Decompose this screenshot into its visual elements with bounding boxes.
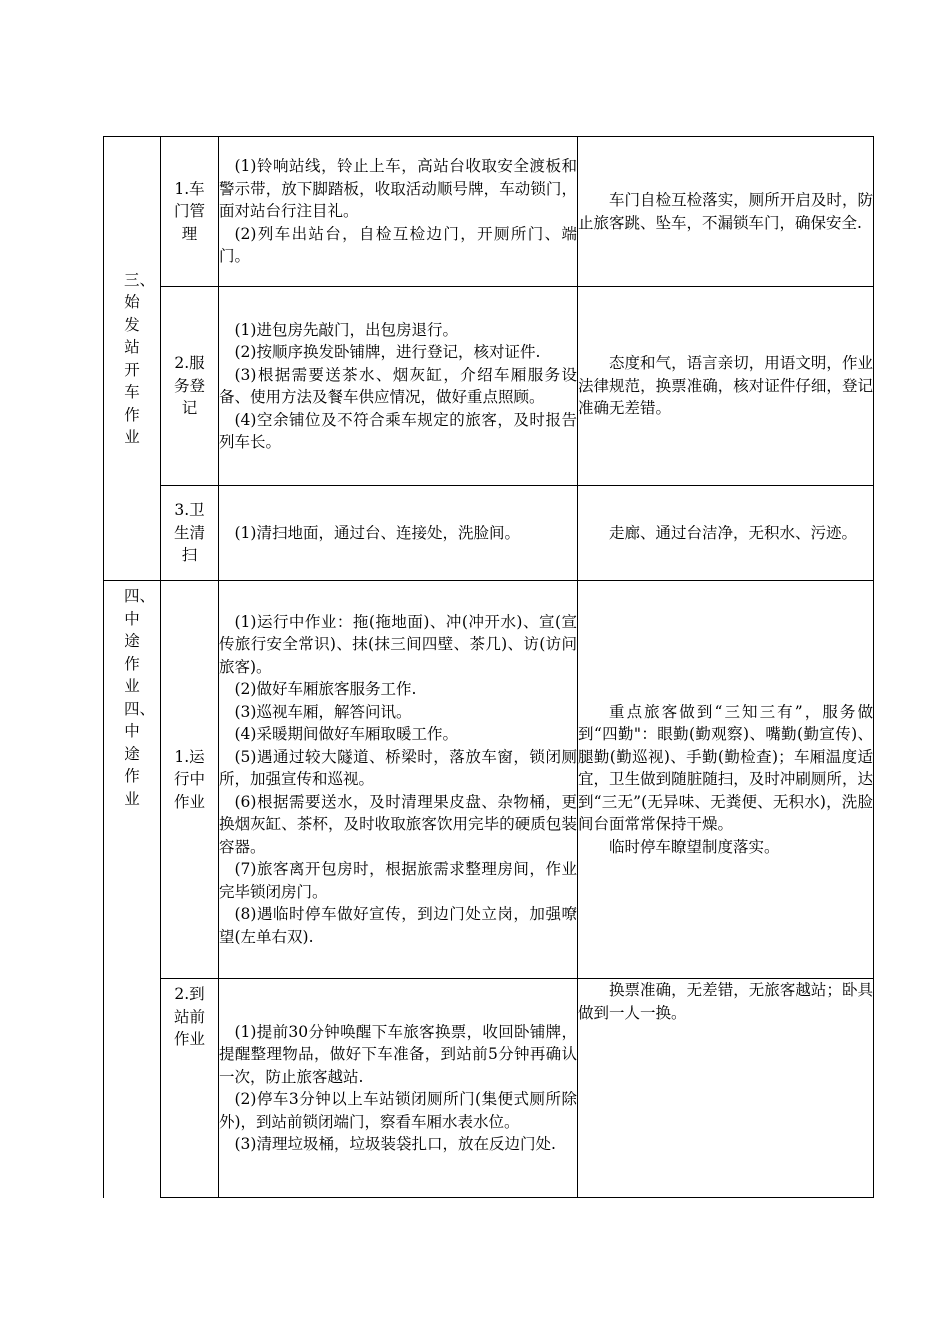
procedure-cell bbox=[219, 287, 578, 486]
procedure-cell bbox=[219, 137, 578, 287]
standard-line: 车门自检互检落实，厕所开启及时，防止旅客跳、坠车，不漏锁车门，确保安全. bbox=[578, 191, 873, 232]
procedure-line: (8)遇临时停车做好宣传，到边门处立岗，加强嘹望(左单右双). bbox=[219, 905, 577, 946]
subitem-label: 1.车门管理 bbox=[173, 179, 205, 243]
subitem-cell bbox=[161, 287, 219, 486]
subitem-label: 1.运行中作业 bbox=[173, 747, 205, 811]
procedure-line: (7)旅客离开包房时，根据旅需求整理房间，作业完毕锁闭房门。 bbox=[219, 860, 577, 901]
standard-line: 临时停车瞭望制度落实。 bbox=[609, 837, 780, 856]
procedure-line: (4)空余铺位及不符合乘车规定的旅客，及时报告列车长。 bbox=[219, 410, 577, 451]
subitem-label: 2.服务登记 bbox=[173, 354, 205, 418]
procedure-line: (1)提前30分钟唤醒下车旅客换票，收回卧铺牌，提醒整理物品，做好下车准备，到站前5分钟再确认一次，防止旅客越站. bbox=[219, 1022, 577, 1086]
procedure-line: (2)列车出站台，自检互检边门，开厕所门、端门。 bbox=[219, 224, 577, 266]
standard-line: 重点旅客做到“三知三有”，服务做到“四勤"：眼勤(勤观察)、嘴勤(勤宣传)、腿勤(勤巡视)、手勤(勤检查)；车厢温度适宜，卫生做到随脏随扫，及时冲刷厕所，达到“三无”(无异味、无粪便、无积水)，洗脸间台面常常保持干燥。 bbox=[578, 702, 873, 834]
subitem-label: 2.到站前作业 bbox=[173, 985, 205, 1048]
procedure-line: (6)根据需要送水，及时清理果皮盘、杂物桶，更换烟灰缸、茶杯，及时收取旅客饮用完毕的硬质包装容器。 bbox=[219, 792, 577, 856]
procedure-line: (1)运行中作业：拖(拖地面)、冲(冲开水)、宣(宣传旅行安全常识)、抹(抹三间四壁、茶几)、访(访问旅客)。 bbox=[219, 612, 577, 676]
procedure-cell bbox=[219, 581, 578, 979]
standard-cell bbox=[578, 581, 874, 979]
standard-line: 走廊、通过台洁净，无积水、污迹。 bbox=[609, 523, 858, 542]
subitem-cell bbox=[161, 581, 219, 979]
subitem-cell bbox=[161, 979, 219, 1198]
procedure-line: (1)清扫地面，通过台、连接处，洗脸间。 bbox=[234, 523, 520, 542]
procedure-line: (2)做好车厢旅客服务工作. bbox=[234, 680, 417, 699]
procedure-line: (2)按顺序换发卧铺牌，进行登记，核对证件. bbox=[234, 343, 541, 361]
procedure-line: (3)清理垃圾桶，垃圾装袋扎口，放在反边门处. bbox=[234, 1135, 556, 1153]
procedure-line: (5)遇通过较大隧道、桥梁时，落放车窗，锁闭厕所，加强宣传和巡视。 bbox=[219, 747, 577, 789]
category-cell bbox=[104, 137, 161, 581]
subitem-cell bbox=[161, 137, 219, 287]
category-label: 三、始发站开车作业 bbox=[124, 270, 156, 446]
standard-line: 换票准确，无差错，无旅客越站；卧具做到一人一换。 bbox=[578, 981, 873, 1022]
procedure-line: (3)巡视车厢，解答问讯。 bbox=[234, 702, 412, 721]
procedure-line: (4)采暖期间做好车厢取暖工作。 bbox=[234, 725, 458, 744]
standard-cell bbox=[578, 486, 874, 581]
standard-cell bbox=[578, 979, 874, 1198]
standard-line: 态度和气，语言亲切，用语文明，作业法律规范，换票准确，核对证件仔细，登记准确无差错。 bbox=[578, 354, 873, 418]
standard-cell bbox=[578, 137, 874, 287]
subitem-cell bbox=[161, 486, 219, 581]
procedure-cell bbox=[219, 979, 578, 1198]
subitem-label: 3.卫生清扫 bbox=[173, 501, 205, 565]
standard-cell bbox=[578, 287, 874, 486]
procedure-line: (3)根据需要送茶水、烟灰缸，介绍车厢服务设备、使用方法及餐车供应情况，做好重点照顾。 bbox=[219, 365, 577, 406]
table-row bbox=[104, 979, 874, 1198]
table-row bbox=[104, 137, 874, 287]
procedure-line: (2)停车3分钟以上车站锁闭厕所门(集便式厕所除外)，到站前锁闭端门，察看车厢水表水位。 bbox=[219, 1090, 577, 1131]
procedure-line: (1)铃响站线，铃止上车，高站台收取安全渡板和警示带，放下脚踏板，收取活动顺号牌，车动锁门，面对站台行注目礼。 bbox=[219, 157, 577, 221]
table-row bbox=[104, 287, 874, 486]
work-standard-table bbox=[103, 136, 874, 1198]
procedure-cell bbox=[219, 486, 578, 581]
table-row bbox=[104, 486, 874, 581]
table-row bbox=[104, 581, 874, 979]
category-label: 四、中途作业四、中途作业 bbox=[124, 587, 156, 808]
category-cell bbox=[104, 581, 161, 1198]
procedure-line: (1)进包房先敲门，出包房退行。 bbox=[234, 320, 458, 339]
